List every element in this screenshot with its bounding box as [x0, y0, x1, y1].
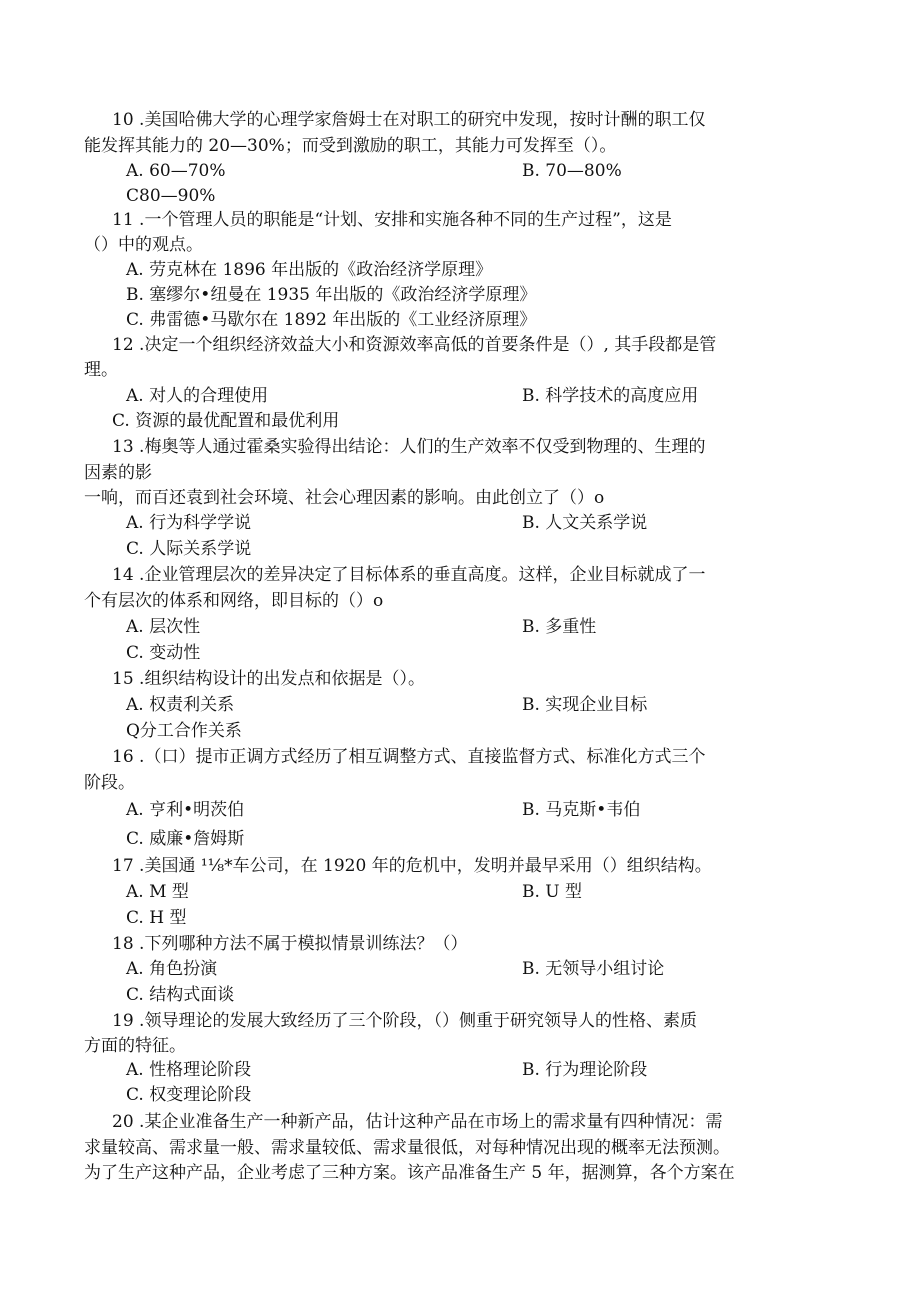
option-c: C. 结构式面谈 [126, 985, 235, 1005]
question-19-text: 19 .领导理论的发展大致经历了三个阶段，（）侧重于研究领导人的性格、素质 [112, 1011, 697, 1031]
question-11-text-cont: （）中的观点。 [84, 235, 203, 255]
option-a: A. 60—70% [126, 161, 226, 181]
option-c: C. 威廉•詹姆斯 [126, 829, 245, 849]
question-17-text: 17 .美国通 ¹⅛*车公司，在 1920 年的危机中，发明并最早采用（）组织结构。 [112, 856, 712, 876]
option-c: Q分工合作关系 [126, 721, 242, 741]
question-20-text-cont: 为了生产这种产品，企业考虑了三种方案。该产品准备生产 5 年，据测算，各个方案在 [84, 1163, 735, 1183]
option-c: C. H 型 [126, 908, 187, 928]
option-a: A. M 型 [126, 882, 189, 902]
option-b: B. 实现企业目标 [522, 695, 648, 715]
option-c: C. 人际关系学说 [126, 539, 252, 559]
option-a: A. 劳克林在 1896 年出版的《政治经济学原理》 [126, 260, 493, 280]
question-13-text: 13 .梅奥等人通过霍桑实验得出结论：人们的生产效率不仅受到物理的、生理的 [112, 437, 706, 457]
option-a: A. 权责利关系 [126, 695, 235, 715]
option-b: B. 人文关系学说 [522, 513, 648, 533]
option-c: C. 变动性 [126, 643, 201, 663]
question-19-text-cont: 方面的特征。 [84, 1036, 186, 1056]
option-b: B. 塞缪尔•纽曼在 1935 年出版的《政治经济学原理》 [126, 285, 537, 305]
question-18-text: 18 .下列哪种方法不属于模拟情景训练法？（） [112, 934, 468, 954]
option-b: B. U 型 [522, 882, 583, 902]
option-a: A. 性格理论阶段 [126, 1060, 252, 1080]
question-16-text-cont: 阶段。 [84, 773, 135, 793]
question-10-text: 10 .美国哈佛大学的心理学家詹姆士在对职工的研究中发现，按时计酬的职工仅 [112, 110, 706, 130]
question-12-text: 12 .决定一个组织经济效益大小和资源效率高低的首要条件是（）, 其手段都是管 [112, 335, 717, 355]
option-b: B. 马克斯•韦伯 [522, 800, 641, 820]
option-a: A. 角色扮演 [126, 959, 218, 979]
question-13-text-cont: 因素的影 [84, 463, 152, 483]
option-c: C. 资源的最优配置和最优利用 [112, 411, 340, 431]
option-b: B. 无领导小组讨论 [522, 959, 665, 979]
question-20-text: 20 .某企业准备生产一种新产品，估计这种产品在市场上的需求量有四种情况：需 [112, 1112, 723, 1132]
option-b: B. 行为理论阶段 [522, 1060, 648, 1080]
option-a: A. 行为科学学说 [126, 513, 252, 533]
option-a: A. 对人的合理使用 [126, 386, 269, 406]
question-13-text-cont: 一响，而百还袁到社会环境、社会心理因素的影响。由此创立了（）o [84, 488, 605, 508]
question-15-text: 15 .组织结构设计的出发点和依据是（）。 [112, 669, 425, 689]
option-a: A. 层次性 [126, 617, 201, 637]
question-12-text-cont: 理。 [84, 360, 118, 380]
option-b: B. 70—80% [522, 161, 622, 181]
question-10-text-cont: 能发挥其能力的 20—30%；而受到激励的职工，其能力可发挥至（）。 [84, 136, 617, 156]
option-b: B. 多重性 [522, 617, 597, 637]
question-11-text: 11 .一个管理人员的职能是“计划、安排和实施各种不同的生产过程”，这是 [112, 210, 672, 230]
option-c: C. 权变理论阶段 [126, 1085, 252, 1105]
question-14-text-cont: 个有层次的体系和网络，即目标的（）o [84, 591, 384, 611]
question-14-text: 14 .企业管理层次的差异决定了目标体系的垂直高度。这样，企业目标就成了一 [112, 565, 706, 585]
question-16-text: 16 .（口）提市正调方式经历了相互调整方式、直接监督方式、标准化方式三个 [112, 747, 706, 767]
option-c: C80—90% [126, 186, 216, 206]
option-b: B. 科学技术的高度应用 [522, 386, 699, 406]
option-a: A. 亨利•明茨伯 [126, 800, 245, 820]
option-c: C. 弗雷德•马歇尔在 1892 年出版的《工业经济原理》 [126, 310, 537, 330]
question-20-text-cont: 求量较高、需求量一般、需求量较低、需求量很低，对每种情况出现的概率无法预测。 [84, 1138, 730, 1158]
